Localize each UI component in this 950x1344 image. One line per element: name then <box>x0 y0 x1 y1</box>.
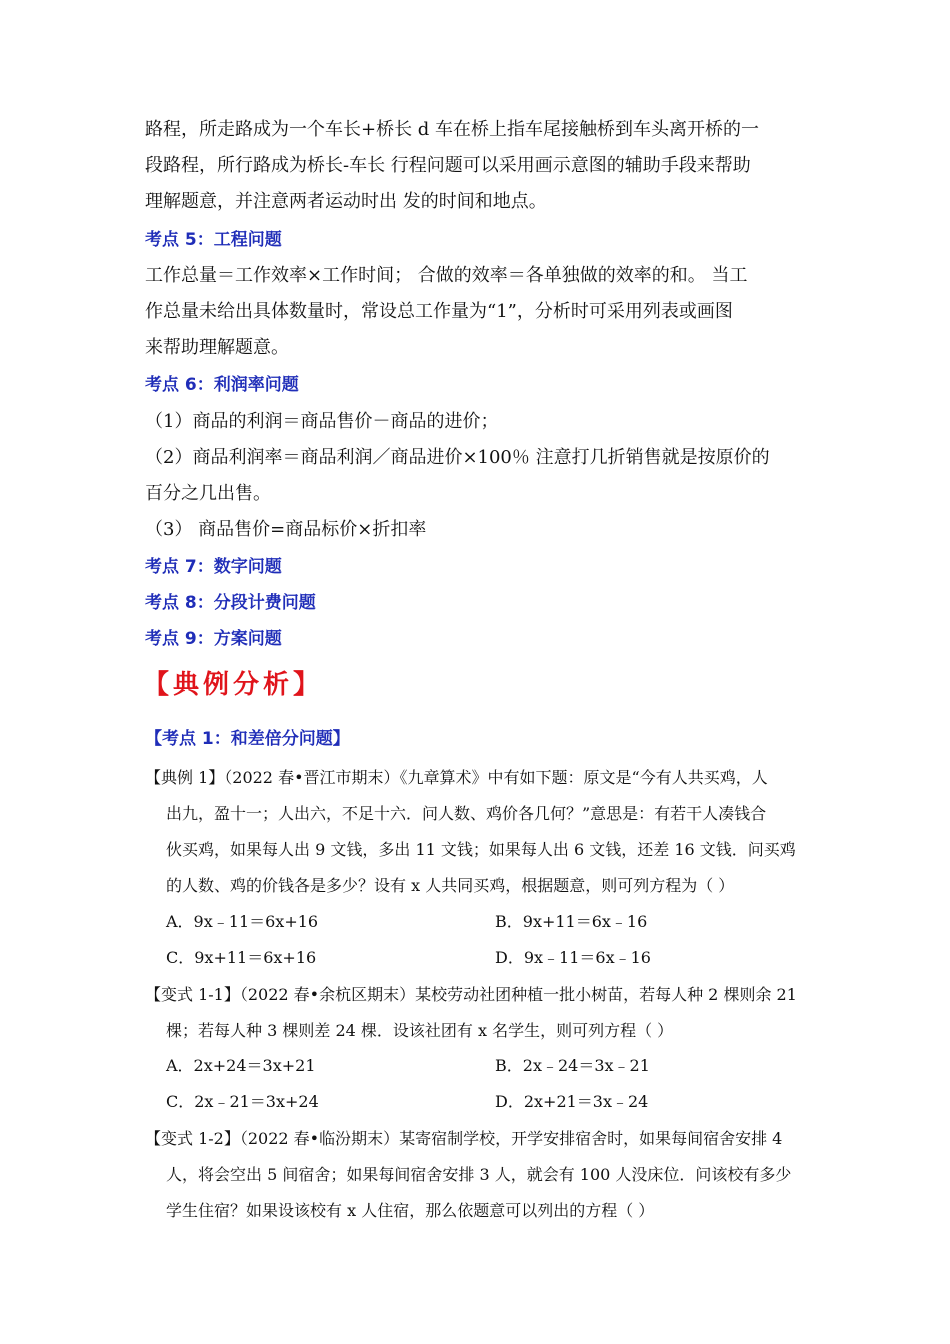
ex1-option-c: C．9x+11＝6x+16 <box>166 948 317 967</box>
ex1-line-2: 出九，盈十一；人出六，不足十六．问人数、鸡价各几何？”意思是：有若干人凑钱合 <box>166 804 767 823</box>
kp1-heading: 【考点 1：和差倍分问题】 <box>145 729 350 749</box>
v11-line-1: 【变式 1-1】（2022 春•余杭区期末）某校劳动社团种植一批小树苗，若每人种 2 棵则余 21 <box>145 985 797 1004</box>
kp5-title: 考点 5：工程问题 <box>145 230 282 250</box>
v12-line-1: 【变式 1-2】（2022 春•临汾期末）某寄宿制学校，开学安排宿舍时，如果每间宿舍安排 4 <box>145 1129 783 1148</box>
kp6-line-3: 百分之几出售。 <box>145 483 271 504</box>
kp7-title: 考点 7：数字问题 <box>145 557 282 577</box>
ex1-line-4: 的人数、鸡的价钱各是多少？设有 x 人共同买鸡，根据题意，则可列方程为（ ） <box>166 876 735 895</box>
ex1-option-a: A．9x﹣11＝6x+16 <box>166 912 319 931</box>
kp5-line-1: 工作总量＝工作效率×工作时间； 合做的效率＝各单独做的效率的和。 当工 <box>145 265 748 286</box>
ex1-line-1: 【典例 1】（2022 春•晋江市期末）《九章算术》中有如下题：原文是“今有人共买鸡，人 <box>145 768 768 787</box>
kp6-line-1: （1）商品的利润＝商品售价－商品的进价； <box>145 411 499 432</box>
ex1-option-b: B．9x+11＝6x﹣16 <box>495 912 648 931</box>
intro-line-1: 路程，所走路成为一个车长+桥长 d 车在桥上指车尾接触桥到车头离开桥的一 <box>145 119 760 140</box>
kp5-line-2: 作总量未给出具体数量时，常设总工作量为“1”，分析时可采用列表或画图 <box>145 301 733 322</box>
kp6-line-2: （2）商品利润率＝商品利润／商品进价×100％ 注意打几折销售就是按原价的 <box>145 447 770 468</box>
v12-line-3: 学生住宿？如果设该校有 x 人住宿，那么依题意可以列出的方程（ ） <box>166 1201 655 1220</box>
v12-line-2: 人，将会空出 5 间宿舍；如果每间宿舍安排 3 人，就会有 100 人没床位．问该校有多少 <box>166 1165 792 1184</box>
v11-option-b: B．2x﹣24＝3x﹣21 <box>495 1056 650 1075</box>
ex1-line-3: 伙买鸡，如果每人出 9 文钱，多出 11 文钱；如果每人出 6 文钱，还差 16 文钱．问买鸡 <box>166 840 796 859</box>
intro-line-2: 段路程，所行路成为桥长-车长 行程问题可以采用画示意图的辅助手段来帮助 <box>145 155 751 176</box>
kp9-title: 考点 9：方案问题 <box>145 629 282 649</box>
section-title: 【典例分析】 <box>143 670 324 700</box>
v11-option-d: D．2x+21＝3x﹣24 <box>495 1092 649 1111</box>
v11-option-a: A．2x+24＝3x+21 <box>166 1056 316 1075</box>
kp8-title: 考点 8：分段计费问题 <box>145 593 316 613</box>
kp6-title: 考点 6：利润率问题 <box>145 375 299 395</box>
v11-line-2: 棵；若每人种 3 棵则差 24 棵．设该社团有 x 名学生，则可列方程（ ） <box>166 1021 674 1040</box>
intro-line-3: 理解题意，并注意两者运动时出 发的时间和地点。 <box>145 191 547 212</box>
kp6-line-4: （3） 商品售价=商品标价×折扣率 <box>145 519 427 540</box>
v11-option-c: C．2x﹣21＝3x+24 <box>166 1092 319 1111</box>
kp5-line-3: 来帮助理解题意。 <box>145 337 289 358</box>
ex1-option-d: D．9x﹣11＝6x﹣16 <box>495 948 651 967</box>
